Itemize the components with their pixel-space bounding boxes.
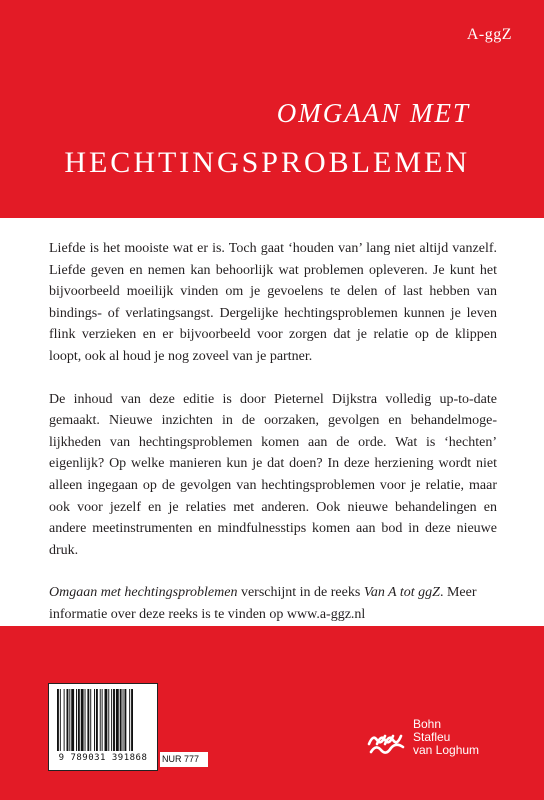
blurb-paragraph-3 (49, 582, 497, 625)
book-title-line1: OMGAAN MET (276, 98, 470, 128)
isbn-number: 9 789031 391868 (58, 753, 148, 763)
series-tag: A-ggZ (466, 26, 512, 43)
series-sentence-end: . Meer informatie over deze reeks is te vinden op www.a-ggz.nl (49, 585, 477, 622)
blurb-text (49, 238, 497, 647)
nur-label (160, 752, 208, 767)
bsl-logo-icon (365, 720, 409, 756)
barcode-icon (55, 689, 151, 751)
publisher-line-2: Stafleu (413, 730, 451, 744)
publisher-line-1: Bohn (413, 717, 442, 731)
book-title-line2: HECHTINGSPROBLEMEN (64, 146, 470, 179)
series-sentence-mid: verschijnt in de reeks (237, 585, 364, 601)
publisher-name (413, 718, 479, 757)
blurb-paragraph-1: Liefde is het mooiste wat er is. Toch gaat ‘houden van’ lang niet altijd vanzelf. Liefde geven en nemen kan behoorlijk wat problemen opleveren. Je kunt het bijvoorbeeld moeilijk vinden om je gevoelens te delen of last hebben van bindings- of verlatingsangst. Dergelijke hechtingsproblemen kunnen je leven flink verzieken en er bijvoorbeeld voor zorgen dat je relatie op de klippen loopt, ook al houd je nog zoveel van je partner. (49, 241, 497, 364)
blurb-paragraph-2: De inhoud van deze editie is door Pieternel Dijkstra volledig up-to-date gemaakt. Nieuwe inzichten in de oorzaken, gevolgen en behandelmogelijkheden van hechtingsproblemen komen aan de orde. Wat is ‘hechten’ eigenlijk? Op welke manieren kun je dat doen? In deze herziening wordt niet alleen ingegaan op de gevolgen van hechtingsproblemen voor je relatie, maar ook voor jezelf en je relaties met anderen. Ook nieuwe behandelingen en andere meetinstrumenten en mindfulnesstips komen aan bod in deze nieuwe druk. (49, 391, 497, 558)
series-name-italic: Van A tot ggZ (363, 585, 440, 601)
nur-code: NUR 777 (162, 754, 200, 764)
book-title-italic: Omgaan met hechtingsproblemen (49, 585, 238, 601)
publisher-line-3: van Loghum (413, 743, 480, 757)
barcode-label (48, 683, 158, 771)
